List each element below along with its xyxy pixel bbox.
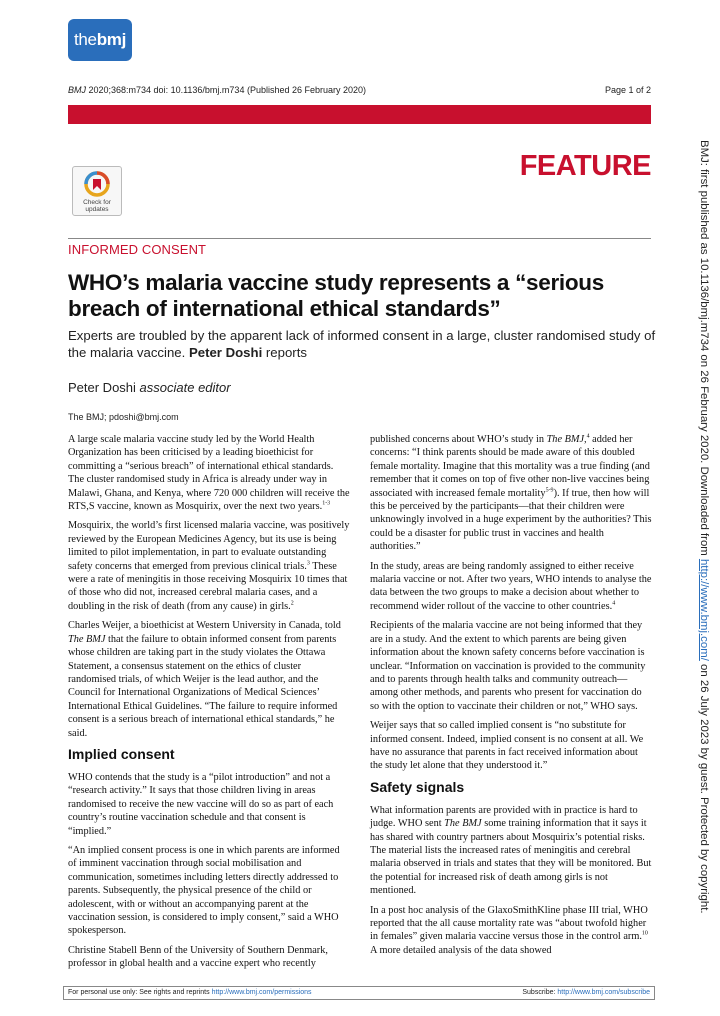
paragraph-text: that the failure to obtain informed consent from parents whose children are taking part in the study violates the Ottawa Statement, a consensus statement on the ethics of cluster randomised trials, of which Weijer is the lead author, and the Council for International Organizations of Medical Sciences’ International Ethical Guidelines. “The failure to require informed consent is a serious breach of international ethical standards,” he said. [68, 633, 338, 739]
title-rule [68, 238, 651, 239]
footer-text: For personal use only: See rights and reprints [68, 989, 212, 996]
journal-name: The BMJ [68, 633, 106, 645]
page-number: Page 1 of 2 [604, 85, 651, 95]
paragraph: “An implied consent process is one in which parents are informed of imminent vaccination through social mobilisation and communication, sometimes including letters directly addressed to parents. Subsequently, the physical presence of the child or adolescent, with or without an accompanying parent at the vaccination session, is considered to imply consent,” said a WHO spokesperson. [68, 844, 340, 937]
paragraph-text: published concerns about WHO’s study in [370, 434, 547, 445]
paragraph [370, 433, 652, 554]
paragraph-text: In the study, areas are being randomly assigned to either receive malaria vaccine or not. After two years, WHO intends to analyse the data between the two groups to make a decision about whether to recommend wider rollout of the vaccine to other countries. [370, 560, 652, 612]
journal-name: The BMJ, [546, 434, 587, 445]
footer-left [68, 987, 312, 999]
paragraph: Weijer says that so called implied consent is “no substitute for informed consent. Indeed, implied consent is no consent at all. We have no assurance that parents in fact received information about the study let alone that they understood it.” [370, 720, 644, 772]
paragraph [68, 433, 350, 513]
paragraph [370, 904, 652, 958]
paragraph-text: Charles Weijer, a bioethicist at Western University in Canada, told [68, 620, 341, 632]
side-note-text: on 26 July 2023 by guest. Protected by copyright. [698, 660, 710, 914]
citation-line [68, 85, 366, 95]
paragraph-text: added her concerns: “I think parents should be made aware of this doubled female mortality. Imagine that this mortality was a true finding (and remember that it comes on top of five other non-live vaccines being associated with increased female mortality [370, 434, 650, 499]
author-affiliation: The BMJ; pdoshi@bmj.com [68, 412, 179, 422]
footer-text: Subscribe: [522, 989, 558, 996]
page-footer [63, 986, 655, 1000]
side-note-link[interactable]: http://www.bmj.com/ [698, 558, 710, 661]
reference[interactable]: 3 [306, 560, 310, 567]
copyright-side-note [698, 140, 710, 914]
paragraph: WHO contends that the study is a “pilot introduction” and not a “research activity.” It says that those children living in areas randomised to receive the new vaccine will do so as part of each country’s routine vaccination schedule and that consent is “implied.” [68, 771, 334, 837]
paragraph-text: In a post hoc analysis of the GlaxoSmithKline phase III trial, WHO reported that the all cause mortality rate was “about twofold higher in females” given malaria vaccine versus those in the control arm. [370, 904, 648, 943]
reference[interactable]: 1-3 [322, 500, 331, 507]
author-line [68, 380, 231, 395]
subscribe-link[interactable]: http://www.bmj.com/subscribe [557, 989, 650, 996]
subheading-safety-signals: Safety signals [370, 778, 465, 795]
standfirst [68, 327, 656, 361]
paragraph-text: some training information that it says it has shared with country partners about Mosquirix’s potential risks. The material lists the increased rates of meningitis and cerebral malaria observed in trials and states that they will be monitored. But the potential for increased risk of death among girls is not mentioned. [370, 818, 652, 897]
subheading-implied-consent: Implied consent [68, 745, 175, 762]
reference[interactable]: 5-9 [545, 487, 554, 494]
paragraph [370, 804, 652, 898]
logo-bmj: bmj [96, 30, 127, 49]
paragraph-text: These were a rate of meningitis in those receiving Mosquirix 10 times that of those who did not, increased cerebral malaria cases, and a doubling in the risk of death (from any cause) in girls. [68, 560, 348, 612]
citation-text: 2020;368:m734 doi: 10.1136/bmj.m734 (Published 26 February 2020) [86, 85, 367, 95]
paragraph [370, 560, 652, 614]
reference[interactable]: 2 [290, 600, 294, 607]
article-title: WHO’s malaria vaccine study represents a “serious breach of international ethical standards” [68, 270, 604, 321]
journal-name: The BMJ [444, 818, 482, 830]
reference[interactable]: 4 [612, 600, 616, 607]
check-for-updates-badge[interactable] [72, 166, 122, 216]
bmj-logo[interactable] [68, 19, 132, 61]
author-name: Peter Doshi [68, 380, 140, 395]
kicker: INFORMED CONSENT [68, 242, 207, 257]
permissions-link[interactable]: http://www.bmj.com/permissions [211, 989, 312, 996]
paragraph [68, 619, 350, 740]
footer-right [522, 987, 650, 999]
side-note-text: BMJ: first published as 10.1136/bmj.m734 on 26 February 2020. Downloaded from [698, 140, 710, 559]
paragraph-text: A large scale malaria vaccine study led by the World Health Organization has been criticised by a leading bioethicist for committing a “serious breach” of international ethical standards. The cluster randomised study in Africa is already under way in Malawi, Ghana, and Kenya, where 720 000 children will receive the RTS,S vaccine, known as Mosquirix, over the next two years. [68, 434, 350, 513]
author-role: associate editor [139, 380, 231, 395]
check-updates-line1: Check for [83, 199, 111, 206]
journal-name: BMJ [68, 85, 86, 95]
body-column-left [68, 433, 350, 977]
paragraph-text: A more detailed analysis of the data showed [370, 944, 552, 956]
logo-the: the [73, 30, 97, 49]
header-red-bar [68, 105, 651, 124]
standfirst-suffix: reports [262, 345, 307, 360]
reference[interactable]: 10 [641, 930, 648, 937]
paragraph: Recipients of the malaria vaccine are not being informed that they are in a study. And the extent to which parents are being given information about the known safety concerns before vaccination is unclear. “Information on vaccination is provided to the community and to parents through health talks and community outreach—among other methods, and parents who present for vaccination do so with the option to vaccinate their children or not,” WHO says. [370, 620, 646, 712]
check-updates-line2: updates [85, 206, 109, 213]
paragraph-text: What information parents are provided with in practice is hard to judge. WHO sent [370, 804, 638, 830]
body-column-right [370, 433, 652, 963]
standfirst-byline: Peter Doshi [188, 345, 263, 360]
paragraph: Christine Stabell Benn of the University of Southern Denmark, professor in global health and a vaccine expert who recently [68, 944, 328, 970]
paragraph-text: ). If true, then how will this be perceived by the participants—that their children were unknowingly involved in a huge experiment by the authorities? This could be a disaster for public trust in vaccines and health authorities.” [370, 487, 652, 553]
update-icon [84, 171, 110, 197]
reference[interactable]: 4 [586, 433, 590, 440]
standfirst-text: Experts are troubled by the apparent lack of informed consent in a large, cluster randomised study of the malaria vaccine. [68, 328, 656, 360]
section-label: FEATURE [519, 150, 651, 182]
paragraph [68, 519, 350, 613]
paragraph-text: Mosquirix, the world’s first licensed malaria vaccine, was positively reviewed by the European Medicines Agency, but its use is being limited to pilot implementation, in part to evaluate outstanding safety concerns that emerged from previous clinical trials. [68, 520, 350, 572]
